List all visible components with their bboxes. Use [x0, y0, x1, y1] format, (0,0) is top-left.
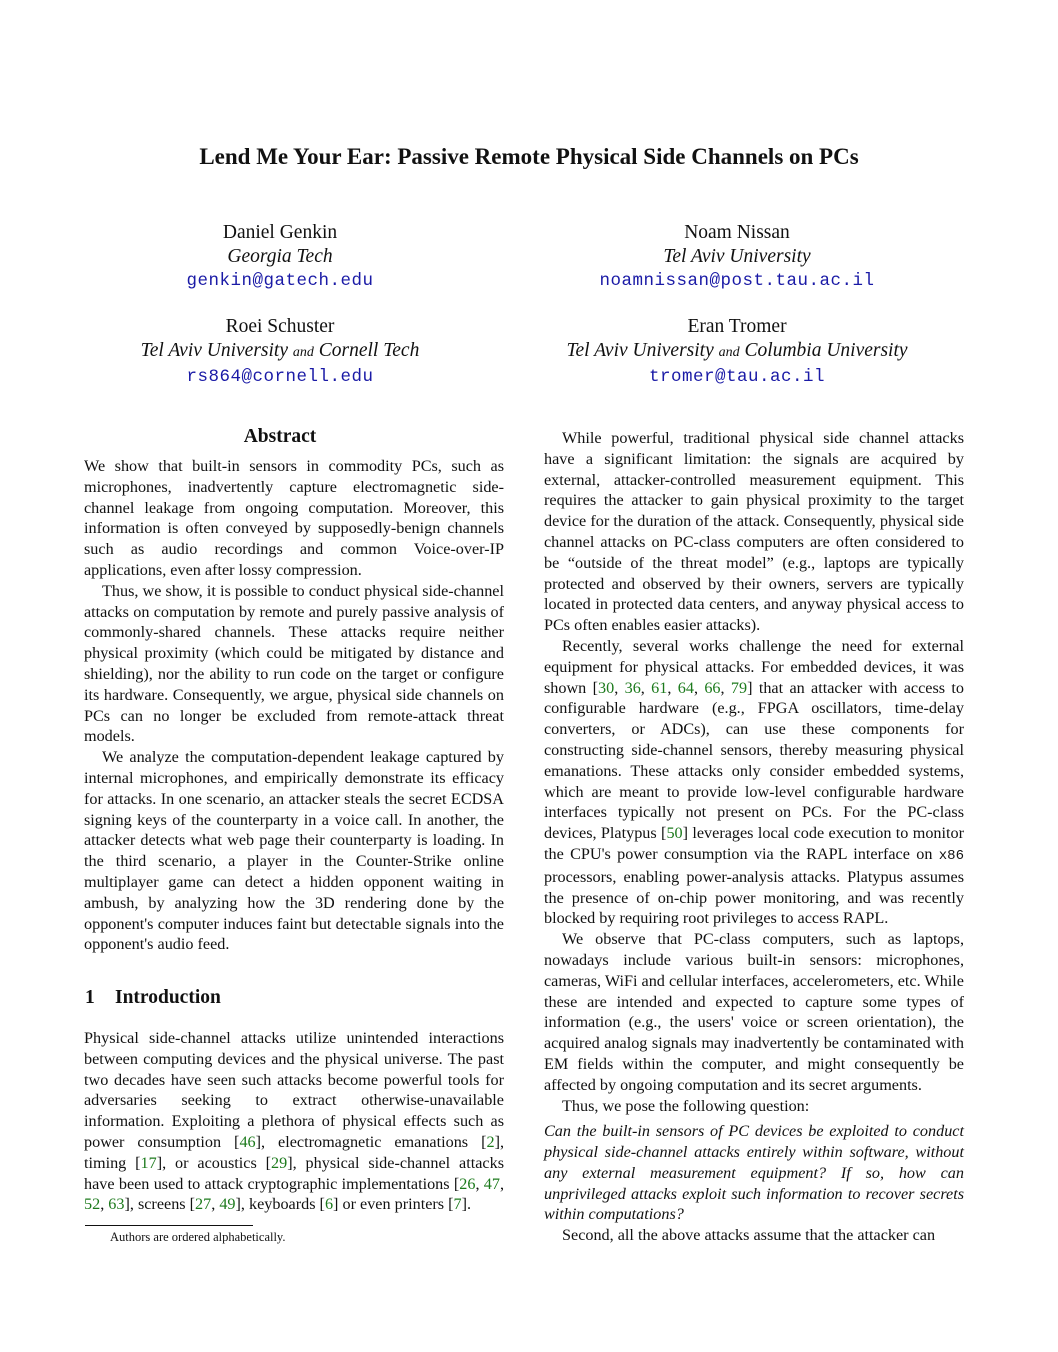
- author-affiliation: Tel Aviv University: [663, 246, 811, 267]
- citation-link[interactable]: 7: [453, 1195, 462, 1214]
- body-paragraph: Second, all the above attacks assume that the attacker can: [562, 1226, 936, 1245]
- citation-link[interactable]: 36: [624, 678, 641, 697]
- citation-link[interactable]: 50: [666, 824, 683, 843]
- author-name: Roei Schuster: [225, 316, 335, 337]
- citation-link[interactable]: 66: [704, 678, 721, 697]
- paper-title: Lend Me Your Ear: Passive Remote Physical Side Channels on PCs: [199, 144, 859, 169]
- footnote: Authors are ordered alphabetically.: [110, 1230, 286, 1244]
- author-affiliation: Tel Aviv University and Columbia University: [566, 340, 908, 361]
- intro-paragraph: Physical side-channel attacks utilize unintended interactions between computing devices and the physical universe. The past two decades have seen such attacks become powerful tools for adversaries seeking to extract otherwise-unavailable information. Exploiting a plethora of physical effects such as power consumption [46], electromagnetic emanations [2], timing [17], or acoustics [29], physical side-channel attacks have been used to attack cryptographic implementations [26, 47, 52, 63], screens [27, 49], keyboards [6] or even printers [7].: [84, 1029, 505, 1214]
- body-paragraph: While powerful, traditional physical side channel attacks have a significant limitation: the signals are acquired by external, attacker-controlled measurement equipment. This requires the attacker to gain physical proximity to the target device for the duration of the attack. Consequently, physical side channel attacks on PC-class computers are often considered to be “outside of the threat model” (e.g., laptops are typically protected and observed by their owners, servers are typically located in protected data centers, and anyway physical access to PCs often enables easier attacks).: [544, 429, 964, 635]
- body-paragraph: Thus, we pose the following question:: [562, 1096, 810, 1115]
- citation-link[interactable]: 29: [271, 1153, 288, 1172]
- citation-link[interactable]: 49: [219, 1195, 236, 1214]
- citation-link[interactable]: 26: [459, 1174, 476, 1193]
- abstract-paragraph: Thus, we show, it is possible to conduct physical side-channel attacks on computation by remote and purely passive analysis of commonly-shared channels. These attacks require neither physical proximity (which could be mitigated by distance and shielding), nor the ability to run code on the target or configure its hardware. Consequently, we argue, physical side channels on PCs can no longer be excluded from remote-attack threat models.: [84, 581, 504, 746]
- citation-link[interactable]: 30: [598, 678, 615, 697]
- citation-link[interactable]: 61: [651, 678, 668, 697]
- author-block: [527, 221, 947, 293]
- body-paragraph: Recently, several works challenge the need for external equipment for physical attacks. For embedded devices, it was shown [30, 36, 61, 64, 66, 79] that an attacker with access to configurable hardware (e.g., FPGA oscillators, time-delay converters, or ADCs), can use these components for constructing side-channel sensors, thereby measuring physical emanations. These attacks only consider embedded systems, which are meant to provide low-level configurable hardware interfaces typically not present on PCs. For the PC-class devices, Platypus [50] leverages local code execution to monitor the CPU's power consumption via the RAPL interface on x86 processors, enabling power-analysis attacks. Platypus assumes the presence of on-chip power monitoring, and was recently blocked by requiring root privileges to access RAPL.: [544, 636, 965, 928]
- abstract-paragraph: We analyze the computation-dependent leakage captured by internal microphones, and empirically demonstrate its efficacy for attacks. In one scenario, an attacker steals the secret ECDSA signing keys of the counterparty in a voice call. In another, the attacker detects what web page their counterparty is loading. In the third scenario, a player in the Counter-Strike online multiplayer game can detect a hidden opponent waiting in ambush, by analyzing how the 3D rendering done by the opponent's computer induces faint but detectable signals into the opponent's audio feed.: [84, 748, 504, 954]
- author-block: [70, 315, 490, 389]
- intro-body: [84, 1028, 504, 1215]
- citation-link[interactable]: 52: [84, 1195, 101, 1214]
- citation-link[interactable]: 79: [730, 678, 748, 697]
- author-email[interactable]: rs864@cornell.edu: [186, 367, 374, 387]
- author-email[interactable]: noamnissan@post.tau.ac.il: [599, 271, 875, 291]
- author-affiliation: Georgia Tech: [227, 246, 333, 267]
- citation-link[interactable]: 2: [486, 1132, 495, 1151]
- abstract-body: [84, 456, 504, 955]
- citation-link[interactable]: 17: [140, 1153, 157, 1172]
- author-name: Daniel Genkin: [222, 222, 338, 243]
- research-question: Can the built-in sensors of PC devices be exploited to conduct physical side-channel attacks entirely within software, without any external measurement equipment? If so, how can unprivileged attacks exploit such information to recover secrets within computations?: [544, 1122, 964, 1224]
- body-paragraph: We observe that PC-class computers, such as laptops, nowadays include various built-in sensors: microphones, cameras, WiFi and cellular interfaces, accelerometers, etc. While these are intended and expected to capture some types of information (e.g., the users' voice or screen orientation), the acquired analog signals may inadvertently be contaminated with EM fields within the computer, and might consequently be affected by ongoing computation and its secret arguments.: [544, 930, 964, 1094]
- author-email[interactable]: tromer@tau.ac.il: [648, 367, 826, 387]
- citation-link[interactable]: 46: [239, 1132, 256, 1151]
- abstract-heading: Abstract: [243, 426, 317, 447]
- citation-link[interactable]: 27: [195, 1195, 212, 1214]
- author-name: Eran Tromer: [687, 316, 787, 337]
- author-name: Noam Nissan: [684, 222, 790, 243]
- author-email[interactable]: genkin@gatech.edu: [186, 271, 374, 291]
- section-heading: 1 Introduction: [85, 987, 221, 1008]
- citation-link[interactable]: 6: [324, 1195, 334, 1214]
- citation-link[interactable]: 47: [483, 1174, 500, 1193]
- citation-link[interactable]: 63: [108, 1195, 125, 1214]
- abstract-paragraph: We show that built-in sensors in commodity PCs, such as microphones, inadvertently capture electromagnetic side-channel leakage from ongoing computation. Moreover, this information is often conveyed by supposedly-benign channels such as audio recordings and common Voice-over-IP applications, even after lossy compression.: [84, 457, 504, 579]
- footnote-rule: [85, 1225, 253, 1226]
- author-block: [527, 315, 947, 389]
- author-affiliation: Tel Aviv University and Cornell Tech: [140, 340, 420, 361]
- right-column-body: [544, 428, 964, 1246]
- citation-link[interactable]: 64: [677, 678, 694, 697]
- code-inline: x86: [938, 847, 964, 864]
- author-block: [70, 221, 490, 293]
